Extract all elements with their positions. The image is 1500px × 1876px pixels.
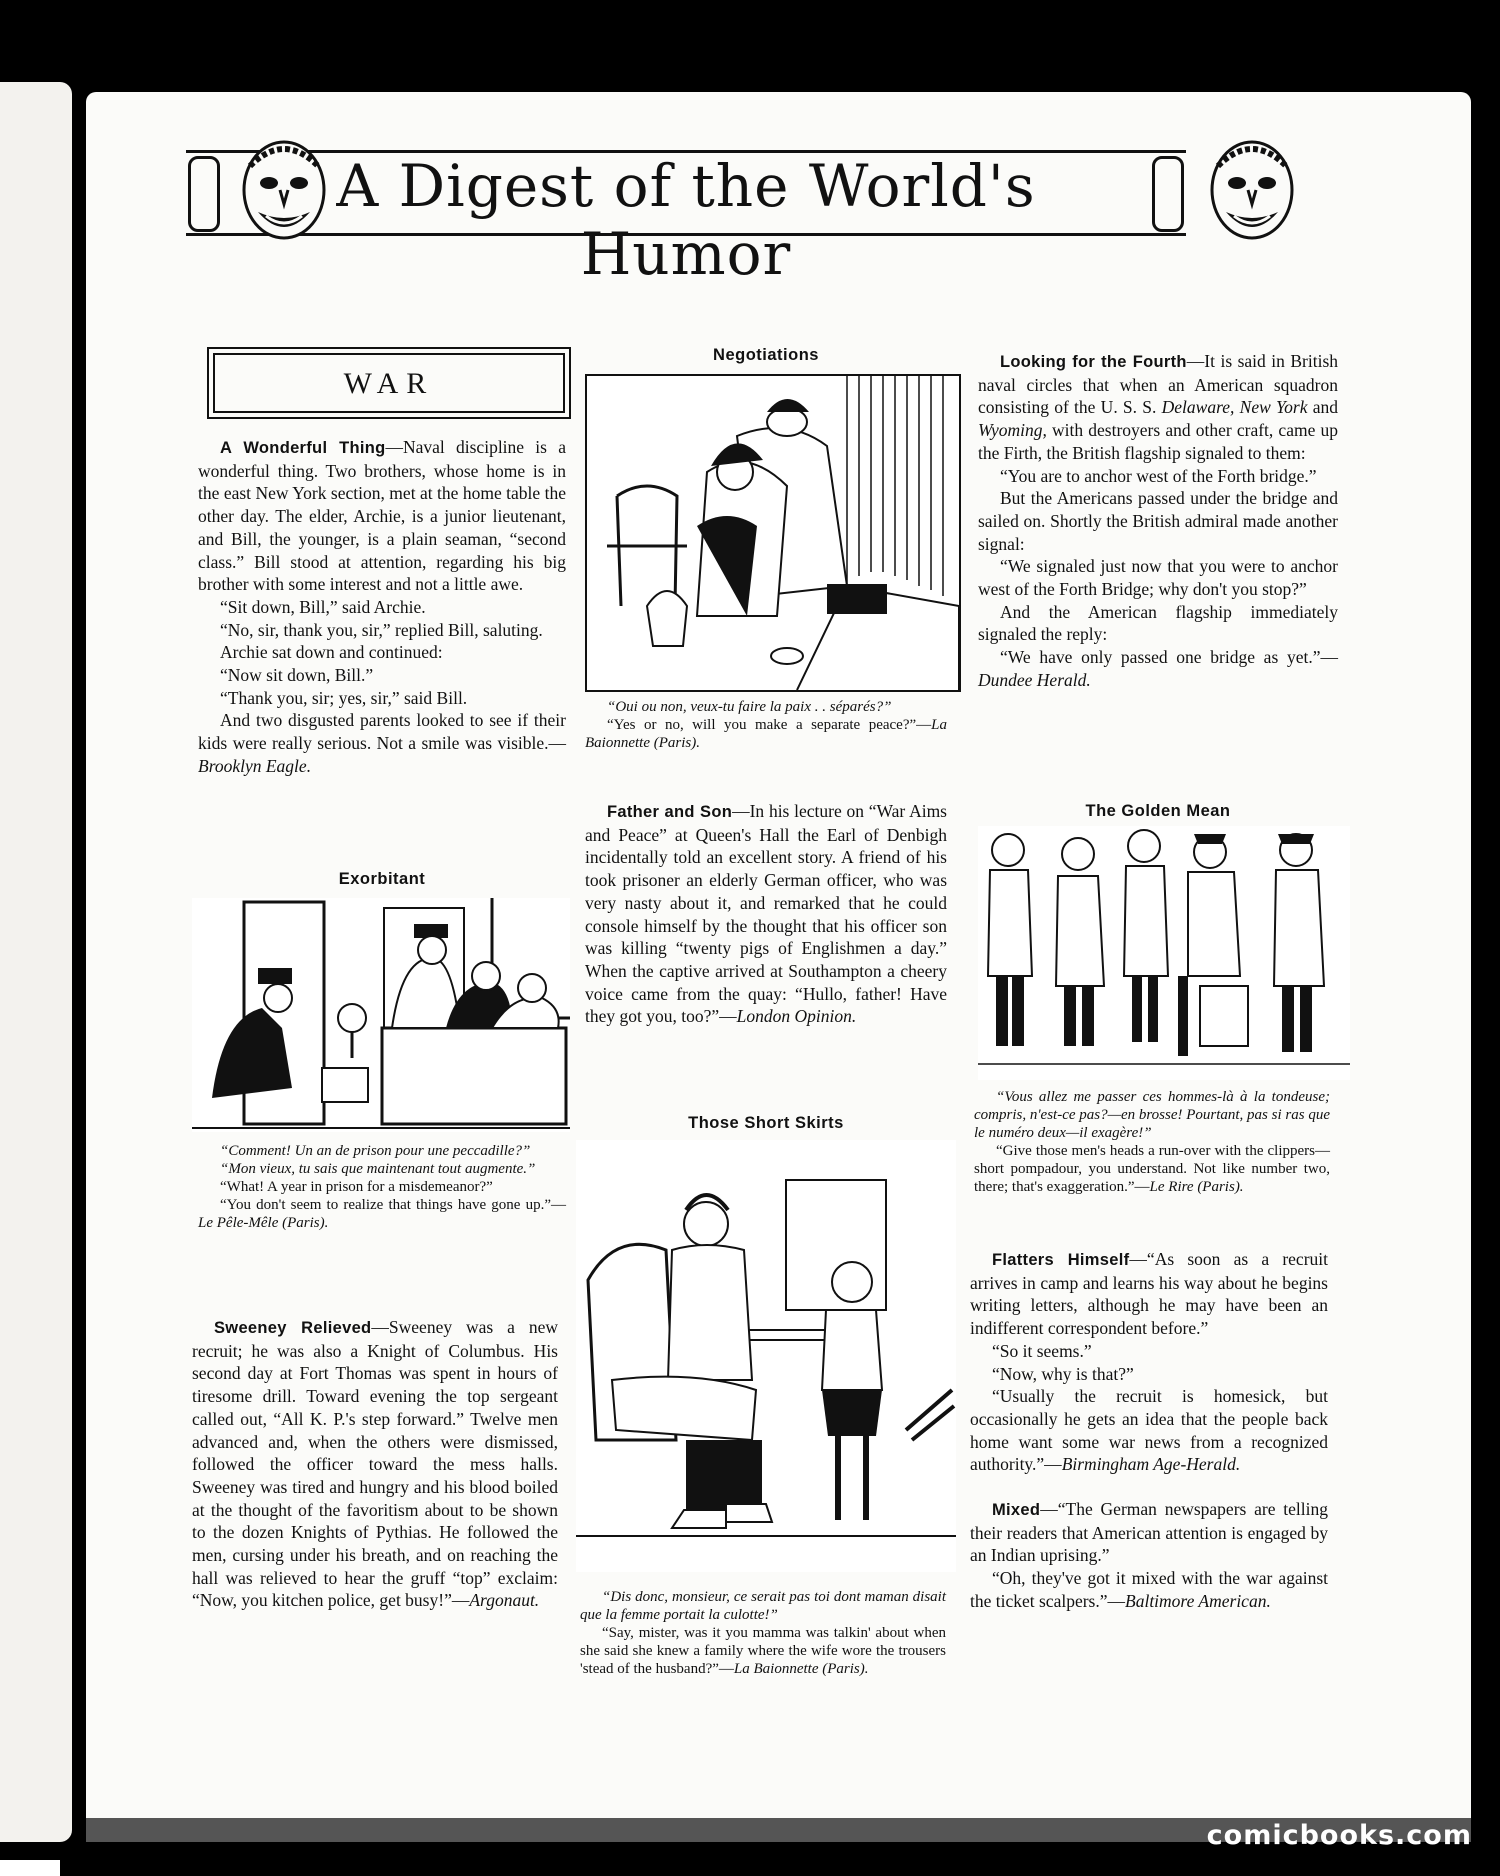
runin-heading: Looking for the Fourth <box>1000 353 1187 371</box>
source-credit: Baltimore American. <box>1125 1590 1271 1611</box>
masthead-title: A Digest of the World's Humor <box>336 152 1036 288</box>
source-credit: La Baionnette (Paris). <box>585 717 947 751</box>
article-text-span: And two disgusted parents looked to see if their kids were really serious. Not a smile was visible.— <box>198 710 566 754</box>
section-title: WAR <box>343 367 435 400</box>
article-text: —“The German newspapers are telling their readers that American attention is engaged by an Indian uprising.” <box>970 1499 1328 1566</box>
ship-names: Delaware, New York <box>1161 397 1308 418</box>
article-text: “No, sir, thank you, sir,” replied Bill, saluting. <box>220 619 543 640</box>
cartoon-title: The Golden Mean <box>1085 802 1231 820</box>
article-text-span: “Oh, they've got it mixed with the war against the ticket scalpers.”— <box>970 1568 1328 1611</box>
cartoon-negotiations-illustration <box>585 374 961 692</box>
cartoon-caption-short-skirts <box>580 1588 946 1678</box>
article-text: But the Americans passed under the bridge and sailed on. Shortly the British admiral made another signal: <box>978 488 1338 554</box>
caption-english: “What! A year in prison for a misdemeanor?” <box>220 1179 493 1195</box>
cartoon-block-golden-mean <box>978 800 1338 823</box>
article-sweeney-relieved <box>192 1316 558 1612</box>
article-father-and-son <box>585 800 947 1028</box>
column-3-lower <box>970 1248 1328 1613</box>
article-text: “You are to anchor west of the Forth bridge.” <box>1000 465 1317 486</box>
cartoon-block-exorbitant <box>198 868 566 891</box>
article-text-span: “We have only passed one bridge as yet.”— <box>1000 647 1338 668</box>
article-text: —It is said in British naval circles that when an American squadron consisting of the U. S. S. <box>978 351 1339 418</box>
column-1-lower <box>192 1316 558 1612</box>
caption-text: “Yes or no, will you make a separate peace?”— <box>607 717 932 733</box>
article-flatters-himself <box>970 1248 1328 1340</box>
runin-heading: Father and Son <box>607 803 733 821</box>
article-text: “Now, why is that?” <box>992 1363 1134 1384</box>
cartoon-golden-mean-illustration <box>978 826 1350 1080</box>
caption-text: “Say, mister, was it you mamma was talkin' about when she said she knew a family where the wife wore the trousers 'stead of the husband?”— <box>580 1625 946 1677</box>
source-credit: Dundee Herald. <box>978 669 1091 690</box>
caption-french: “Vous allez me passer ces hommes-là à la tondeuse; compris, n'est-ce pas?—en brosse! Pourtant, pas si ras que le numéro deux—il exagère!” <box>974 1089 1330 1141</box>
caption-french: “Comment! Un an de prison pour une peccadille?” <box>220 1143 531 1159</box>
cartoon-block-short-skirts <box>585 1112 947 1135</box>
article-text: “We signaled just now that you were to anchor west of the Forth Bridge; why don't you stop?” <box>978 556 1338 600</box>
article-text: And the American flagship immediately signaled the reply: <box>978 601 1338 645</box>
article-text: and <box>1307 397 1338 418</box>
runin-heading: Flatters Himself <box>992 1251 1130 1269</box>
facing-page-edge <box>0 82 72 1842</box>
runin-heading: Sweeney Relieved <box>214 1319 372 1337</box>
column-1 <box>198 436 566 778</box>
article-text <box>198 709 566 777</box>
comedy-mask-right-icon <box>1204 138 1300 246</box>
article-text: —Sweeney was a new recruit; he was also a Knight of Columbus. His second day at Fort Thomas was spent in hours of tiresome drill. Toward evening the top sergeant called out, “All K. P.'s step forward.” Twelve men advanced and, when the others were dismissed, followed the officer toward the mess halls. Sweeney was tired and hungry and his blood boiled at the thought of the favoritism about to be shown to the dozen Knights of Pythias. He followed the men, cursing under his breath, and on reaching the hall was relieved to hear the gruff “top” exclaim: “Now, you kitchen police, get busy!”— <box>192 1317 558 1611</box>
article-text: with destroyers and other craft, came up the Firth, the British flagship signaled to them: <box>978 420 1338 463</box>
column-3 <box>978 350 1338 692</box>
source-credit: Le Rire (Paris). <box>1149 1179 1244 1195</box>
cartoon-title: Negotiations <box>713 346 819 364</box>
cartoon-short-skirts-illustration <box>576 1140 956 1572</box>
article-text: —Naval discipline is a wonderful thing. Two brothers, whose home is in the east New York section, met at the home table the other day. The elder, Archie, is a junior lieutenant, and Bill, the younger, is a plain seaman, “second class.” Bill stood at attention, regarding his big brother with some interest and not a little awe. <box>198 437 566 595</box>
scroll-end-left <box>188 156 220 232</box>
masthead-banner <box>106 138 1268 288</box>
cartoon-caption-exorbitant <box>198 1142 566 1232</box>
source-credit: Birmingham Age-Herald. <box>1061 1454 1241 1475</box>
source-credit: Le Pêle-Mêle (Paris). <box>198 1215 329 1231</box>
cartoon-caption-negotiations <box>585 698 947 752</box>
section-title-box <box>207 347 571 419</box>
caption-french: “Dis donc, monsieur, ce serait pas toi dont maman disait que la femme portait la culotte!” <box>580 1589 946 1623</box>
caption-english <box>974 1142 1330 1196</box>
caption-text: “You don't seem to realize that things have gone up.”— <box>220 1197 566 1213</box>
article-text: “Thank you, sir; yes, sir,” said Bill. <box>220 687 468 708</box>
article-looking-for-fourth <box>978 350 1338 465</box>
source-credit: London Opinion. <box>736 1006 857 1027</box>
cartoon-block-negotiations <box>585 344 947 367</box>
article-text <box>970 1385 1328 1476</box>
runin-heading: Mixed <box>992 1501 1041 1520</box>
caption-english <box>585 716 947 752</box>
article-text <box>970 1567 1328 1612</box>
article-text: “Now sit down, Bill.” <box>220 665 374 686</box>
article-mixed <box>970 1498 1328 1567</box>
article-text: “Sit down, Bill,” said Archie. <box>220 596 426 617</box>
caption-english <box>580 1624 946 1678</box>
article-text: —“As soon as a recruit arrives in camp and learns his way about he begins writing letters, although he may have been an indifferent correspondent before.” <box>970 1249 1328 1339</box>
caption-french: “Oui ou non, veux-tu faire la paix . . séparés?” <box>607 699 892 715</box>
source-credit: Argonaut. <box>469 1590 540 1611</box>
source-credit: Brooklyn Eagle. <box>198 755 312 776</box>
caption-french: “Mon vieux, tu sais que maintenant tout augmente.” <box>220 1161 536 1177</box>
cartoon-caption-golden-mean <box>974 1088 1330 1196</box>
article-text-span: “Usually the recruit is homesick, but occasionally he gets an idea that the people back home want some war news from a recognized authority.”— <box>970 1386 1328 1475</box>
article-text: Archie sat down and continued: <box>220 642 443 663</box>
scan-clip <box>0 1860 60 1876</box>
caption-english <box>198 1196 566 1232</box>
article-text: —In his lecture on “War Aims and Peace” at Queen's Hall the Earl of Denbigh incidentally told an excellent story. A friend of his took prisoner an elderly German officer, who was very nasty about it, and remarked that he could console himself by the thought that his officer son was killing “twenty pigs of Englishmen a day.” When the captive arrived at Southampton a cheery voice came from the quay: “Hullo, father! Have they got you, too?”— <box>585 801 947 1027</box>
article-text <box>978 646 1338 691</box>
cartoon-title: Those Short Skirts <box>688 1114 844 1132</box>
cartoon-title: Exorbitant <box>338 870 426 888</box>
runin-heading: A Wonderful Thing <box>220 439 386 457</box>
cartoon-exorbitant-illustration <box>192 898 570 1132</box>
source-credit: La Baionnette (Paris). <box>733 1661 869 1677</box>
article-wonderful-thing <box>198 436 566 596</box>
article-text: “So it seems.” <box>992 1340 1092 1361</box>
scroll-end-right <box>1152 156 1184 232</box>
watermark: comicbooks.com <box>1206 1820 1472 1851</box>
column-2-article <box>585 800 947 1028</box>
ship-name: Wyoming, <box>978 420 1047 441</box>
caption-text: “Give those men's heads a run-over with the clippers—short pompadour, you understand. Not like number two, there; that's exaggeration.”— <box>974 1143 1330 1195</box>
